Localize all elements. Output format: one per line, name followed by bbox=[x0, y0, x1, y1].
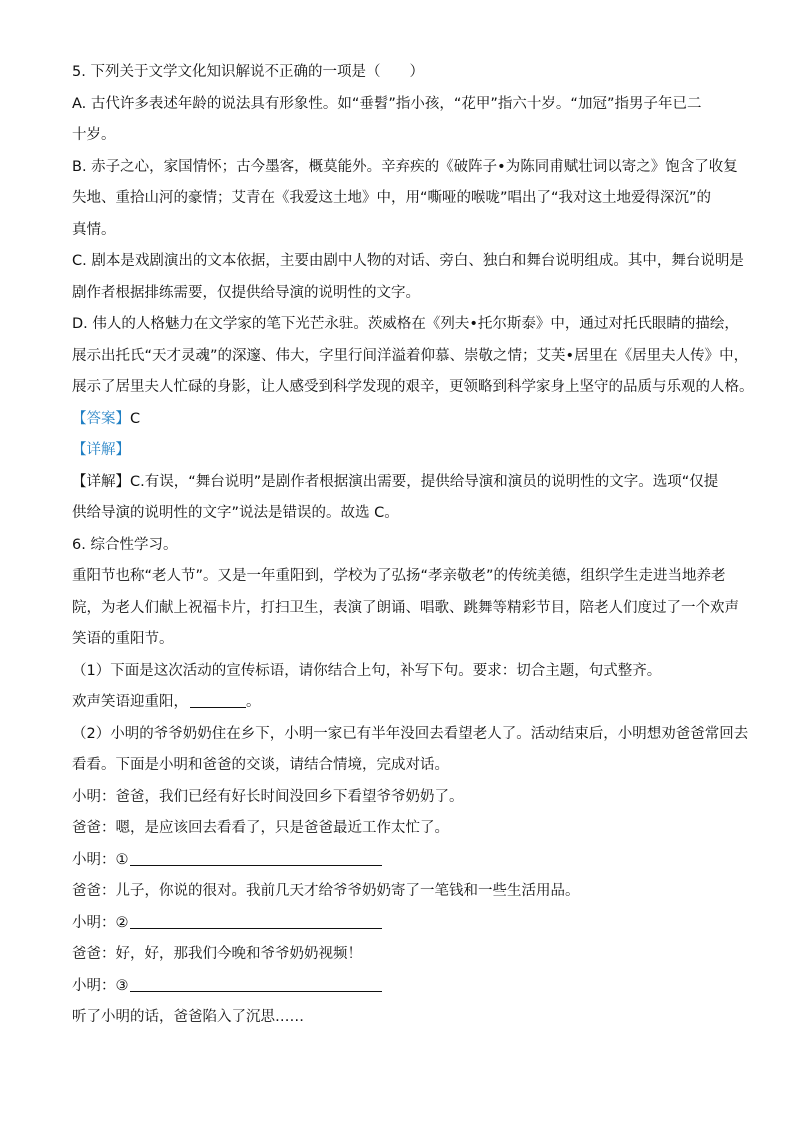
dialog-line-6: 爸爸：好，好，那我们今晚和爷爷奶奶视频！ bbox=[72, 946, 362, 962]
option-b-line-2: 失地、重拾山河的豪情；艾青在《我爱这土地》中，用“嘶哑的喉咙”唱出了“我对这土地爱得深沉”的 bbox=[72, 190, 712, 206]
option-a-line-1: A. 古代许多表述年龄的说法具有形象性。如“垂髫”指小孩，“花甲”指六十岁。“加冠”指男子年已二 bbox=[72, 95, 702, 112]
dialog-line-7 bbox=[72, 976, 722, 996]
detail-line-1 bbox=[72, 472, 722, 492]
answer-tag: 【答案】 bbox=[72, 410, 130, 427]
dialog-blank-3 bbox=[130, 977, 382, 992]
q6-passage-line-3: 笑语的重阳节。 bbox=[72, 631, 174, 647]
dialog-line-3 bbox=[72, 850, 722, 870]
dialog-blank-2 bbox=[130, 914, 382, 929]
detail-line-2: 供给导演的说明性的文字”说法是错误的。故选 C。 bbox=[72, 505, 399, 521]
slogan-line bbox=[72, 692, 722, 712]
option-d-line-1: D. 伟人的人格魅力在文学家的笔下光芒永驻。茨威格在《列夫•托尔斯泰》中，通过对托氏眼睛的描绘， bbox=[72, 316, 739, 332]
slogan-prefix: 欢声笑语迎重阳， bbox=[72, 694, 188, 710]
option-d-line-3: 展示了居里夫人忙碌的身影，让人感受到科学发现的艰辛，更领略到科学家身上坚守的品质与乐观的人格。 bbox=[72, 379, 754, 395]
dialog-blank-1 bbox=[130, 851, 382, 866]
dialog-line-5 bbox=[72, 913, 722, 933]
option-c-line-1: C. 剧本是戏剧演出的文本依据，主要由剧中人物的对话、旁白、独白和舞台说明组成。其中，舞台说明是 bbox=[72, 253, 744, 269]
slogan-blank bbox=[190, 693, 246, 708]
answer-value: C bbox=[130, 410, 141, 427]
dialog-line-1: 小明：爸爸，我们已经有好长时间没回乡下看望爷爷奶奶了。 bbox=[72, 788, 464, 805]
option-b-line-1: B. 赤子之心，家国情怀；古今墨客，概莫能外。辛弃疾的《破阵子•为陈同甫赋壮词以寄之》饱含了收复 bbox=[72, 158, 738, 175]
option-d-line-2: 展示出托氏“天才灵魂”的深邃、伟大，字里行间洋溢着仰慕、崇敬之情；艾芙•居里在《居里夫人传》中， bbox=[72, 347, 749, 364]
detail-tag: 【详解】 bbox=[72, 473, 130, 490]
q6-sub1: （1）下面是这次活动的宣传标语，请你结合上句，补写下句。要求：切合主题，句式整齐。 bbox=[72, 662, 662, 679]
q6-sub2-line-1: （2）小明的爷爷奶奶住在乡下，小明一家已有半年没回去看望老人了。活动结束后，小明想劝爸爸常回去 bbox=[72, 725, 749, 742]
dialog-blank-3-label: 小明：③ bbox=[72, 977, 129, 994]
question-5-stem: 5. 下列关于文学文化知识解说不正确的一项是（ ） bbox=[72, 64, 424, 80]
slogan-suffix: 。 bbox=[246, 694, 261, 710]
q6-passage-line-2: 院，为老人们献上祝福卡片，打扫卫生，表演了朗诵、唱歌、跳舞等精彩节目，陪老人们度过了一个欢声 bbox=[72, 599, 739, 616]
q6-passage-line-1: 重阳节也称“老人节”。又是一年重阳到，学校为了弘扬“孝亲敬老”的传统美德，组织学生走进当地养老 bbox=[72, 568, 726, 584]
dialog-blank-1-label: 小明：① bbox=[72, 851, 129, 868]
dialog-blank-2-label: 小明：② bbox=[72, 914, 129, 931]
detail-heading bbox=[72, 440, 722, 460]
option-c-line-2: 剧作者根据排练需要，仅提供给导演的说明性的文字。 bbox=[72, 284, 420, 301]
dialog-line-8: 听了小明的话，爸爸陷入了沉思…… bbox=[72, 1009, 304, 1025]
answer-line bbox=[72, 409, 722, 429]
detail-heading-tag: 【详解】 bbox=[72, 442, 130, 458]
detail-text-1: C.有误，“舞台说明”是剧作者根据演出需要，提供给导演和演员的说明性的文字。选项“仅提 bbox=[130, 473, 719, 490]
q6-sub2-line-2: 看看。下面是小明和爸爸的交谈，请结合情境，完成对话。 bbox=[72, 757, 449, 773]
dialog-line-4: 爸爸：儿子，你说的很对。我前几天才给爷爷奶奶寄了一笔钱和一些生活用品。 bbox=[72, 883, 580, 899]
option-b-line-3: 真情。 bbox=[72, 221, 116, 238]
dialog-line-2: 爸爸：嗯，是应该回去看看了，只是爸爸最近工作太忙了。 bbox=[72, 820, 449, 836]
option-a-line-2: 十岁。 bbox=[72, 127, 116, 143]
question-6-stem: 6. 综合性学习。 bbox=[72, 536, 178, 553]
document-page bbox=[72, 62, 754, 1039]
